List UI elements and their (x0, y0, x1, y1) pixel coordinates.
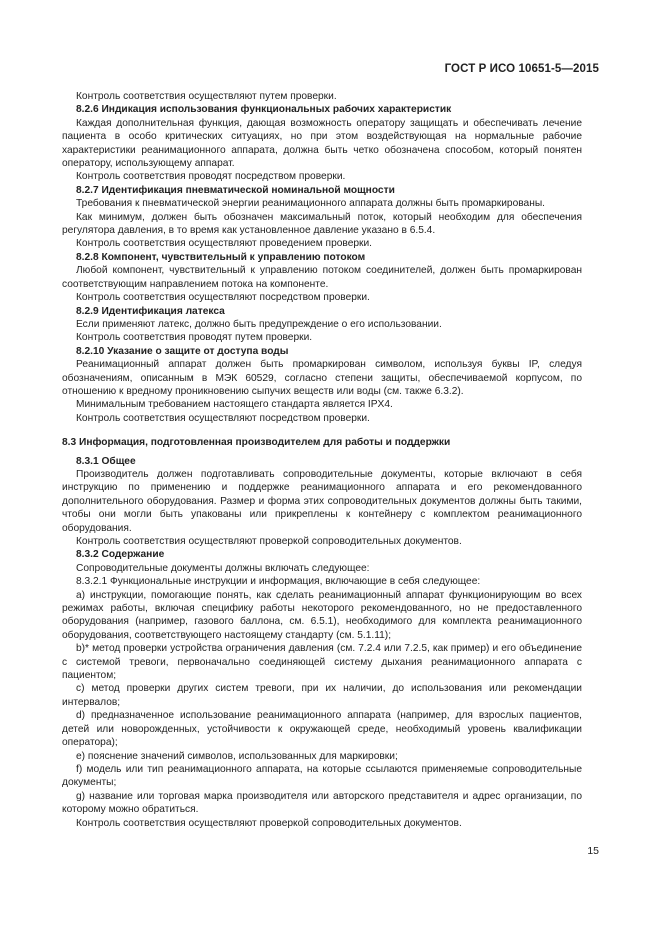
section-heading: 8.3 Информация, подготовленная производителем для работы и поддержки (62, 437, 451, 449)
subsection-heading: 8.2.9 Идентификация латекса (76, 305, 225, 317)
subsection-heading: 8.2.7 Идентификация пневматической номинальной мощности (76, 184, 395, 196)
list-item: f) модель или тип реанимационного аппарата, на которые ссылаются применяемые сопроводительные документы; (62, 763, 582, 789)
list-item: e) пояснение значений символов, использованных для маркировки; (76, 750, 398, 762)
paragraph: Контроль соответствия проводят путем проверки. (76, 332, 313, 344)
document-body (62, 90, 582, 830)
paragraph: Каждая дополнительная функция, дающая возможность оператору защищать и обеспечивать лечение пациента в особо критических ситуациях, но при этом воздействующая на нормальные рабочие характеристики реанимационного аппарата, должна быть четко обозначена способом, который понятен оператору, использующему аппарат. (62, 117, 582, 170)
list-item: a) инструкции, помогающие понять, как сделать реанимационный аппарат функционирующим во всех режимах работы, включая специфику работы некоторого рекомендованного, но не предоставленного оборудования (например, газового баллона, см. 6.5.1), необходимого для комплекта реанимационного оборудования, соответствующего настоящему стандарту (см. 5.1.11); (62, 589, 582, 641)
subsection-heading: 8.2.6 Индикация использования функциональных рабочих характеристик (76, 104, 452, 116)
paragraph: Реанимационный аппарат должен быть промаркирован символом, используя буквы IP, следуя обозначениям, описанным в МЭК 60529, согласно степени защиты, обеспечиваемой корпусом, по отношению к вредному проникновению сыпучих веществ или воды (см. также 6.3.2). (62, 359, 582, 397)
paragraph: Как минимум, должен быть обозначен максимальный поток, который необходим для обеспечения регулятора давления, в то время как установленное давление указано в 6.5.4. (62, 211, 582, 237)
paragraph: Производитель должен подготавливать сопроводительные документы, которые включают в себя инструкцию по применению и поддержке реанимационного аппарата и его рекомендованного дополнительного оборудования. Размер и форма этих сопроводительных документов должны быть такими, чтобы они могли быть упакованы или прикреплены к контейнеру с комплектом реанимационного оборудования. (62, 468, 582, 534)
page-number: 15 (587, 845, 599, 857)
paragraph: Контроль соответствия проводят посредством проверки. (76, 171, 346, 183)
list-item: c) метод проверки других систем тревоги, при их наличии, до использования или рекомендации интервалов; (62, 683, 582, 708)
subsection-heading: 8.3.2 Содержание (76, 549, 165, 561)
paragraph: Контроль соответствия осуществляют посредством проверки. (76, 412, 370, 424)
subsection-heading: 8.3.1 Общее (76, 455, 136, 467)
paragraph: Контроль соответствия осуществляют путем проверки. (76, 91, 337, 102)
paragraph: Минимальным требованием настоящего стандарта является IPX4. (76, 399, 393, 411)
list-item: b)* метод проверки устройства ограничения давления (см. 7.2.4 или 7.2.5, как пример) и его объединение с системой тревоги, первоначально соединяющей систему дыхания реанимационного аппарата с пациентом; (62, 643, 582, 682)
paragraph: Контроль соответствия осуществляют проверкой сопроводительных документов. (76, 817, 462, 829)
list-item: d) предназначенное использование реанимационного аппарата (например, для взрослых пациентов, детей или новорожденных, устойчивости к окружающей среде, необходимый уровень квалификации оператора); (62, 710, 582, 749)
paragraph: Любой компонент, чувствительный к управлению потоком соединителей, должен быть промаркирован соответствующим направлением потока на компоненте. (62, 265, 582, 290)
paragraph: Контроль соответствия осуществляют проверкой сопроводительных документов. (76, 536, 462, 547)
paragraph: Контроль соответствия осуществляют проведением проверки. (76, 238, 373, 250)
paragraph: Сопроводительные документы должны включать следующее: (76, 562, 370, 574)
paragraph: 8.3.2.1 Функциональные инструкции и информация, включающие в себя следующее: (76, 576, 481, 588)
paragraph: Требования к пневматической энергии реанимационного аппарата должны быть промаркированы. (76, 198, 545, 210)
subsection-heading: 8.2.8 Компонент, чувствительный к управлению потоком (76, 251, 366, 263)
paragraph: Если применяют латекс, должно быть предупреждение о его использовании. (76, 318, 442, 330)
standard-header: ГОСТ Р ИСО 10651-5—2015 (444, 63, 599, 75)
subsection-heading: 8.2.10 Указание о защите от доступа воды (76, 345, 289, 357)
list-item: g) название или торговая марка производителя или авторского представителя и адрес организации, по которому можно обратиться. (62, 790, 582, 816)
paragraph: Контроль соответствия осуществляют посредством проверки. (76, 292, 370, 304)
